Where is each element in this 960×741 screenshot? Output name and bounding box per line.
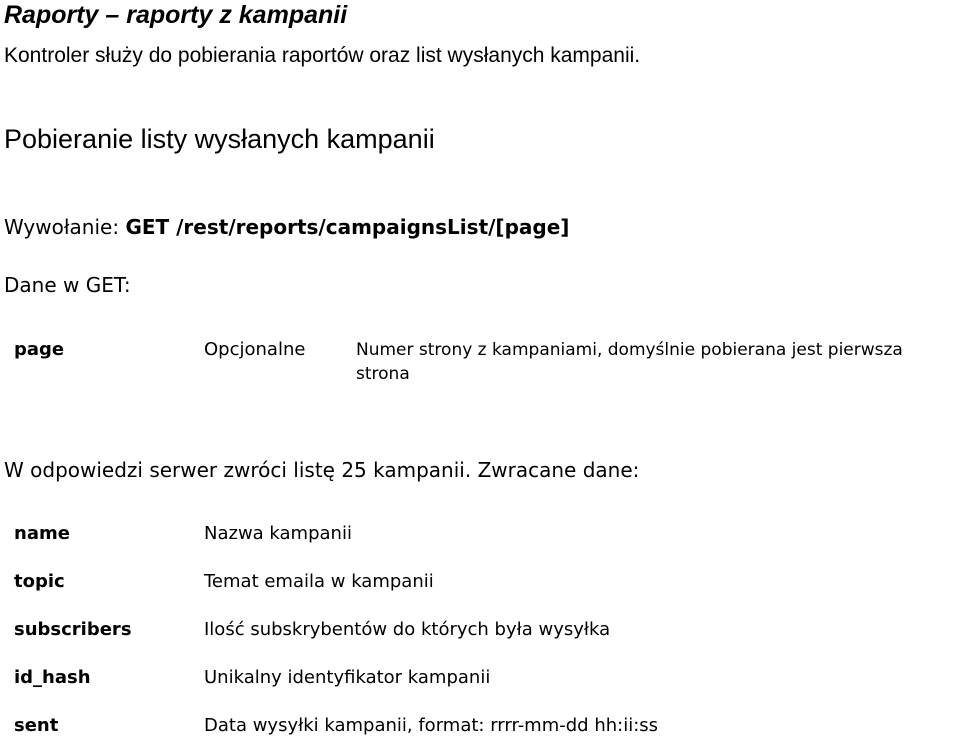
section-heading: Pobieranie listy wysłanych kampanii — [4, 124, 435, 154]
field-name: id_hash — [14, 667, 91, 688]
field-description: Nazwa kampanii — [204, 523, 352, 544]
field-name: name — [14, 523, 70, 544]
call-endpoint: GET /rest/reports/campaignsList/[page] — [125, 215, 570, 239]
call-label: Wywołanie: — [4, 215, 120, 239]
field-name: subscribers — [14, 619, 132, 640]
call-line — [4, 213, 569, 241]
field-description: Data wysyłki kampanii, format: rrrr-mm-dd hh:ii:ss — [204, 715, 659, 736]
field-description: Ilość subskrybentów do których była wysyłka — [204, 619, 611, 640]
field-description: Temat emaila w kampanii — [204, 571, 434, 592]
field-description: Unikalny identyfikator kampanii — [204, 667, 491, 688]
field-name: sent — [14, 715, 59, 736]
param-required: Opcjonalne — [204, 339, 306, 360]
param-name: page — [14, 339, 65, 360]
page-title: Raporty – raporty z kampanii — [4, 1, 348, 29]
get-params-label: Dane w GET: — [4, 273, 131, 297]
param-description: Numer strony z kampaniami, domyślnie pobierana jest pierwsza strona — [356, 340, 903, 384]
response-intro: W odpowiedzi serwer zwróci listę 25 kampanii. Zwracane dane: — [4, 458, 640, 482]
field-name: topic — [14, 571, 65, 592]
page-description: Kontroler służy do pobierania raportów oraz list wysłanych kampanii. — [4, 44, 641, 67]
